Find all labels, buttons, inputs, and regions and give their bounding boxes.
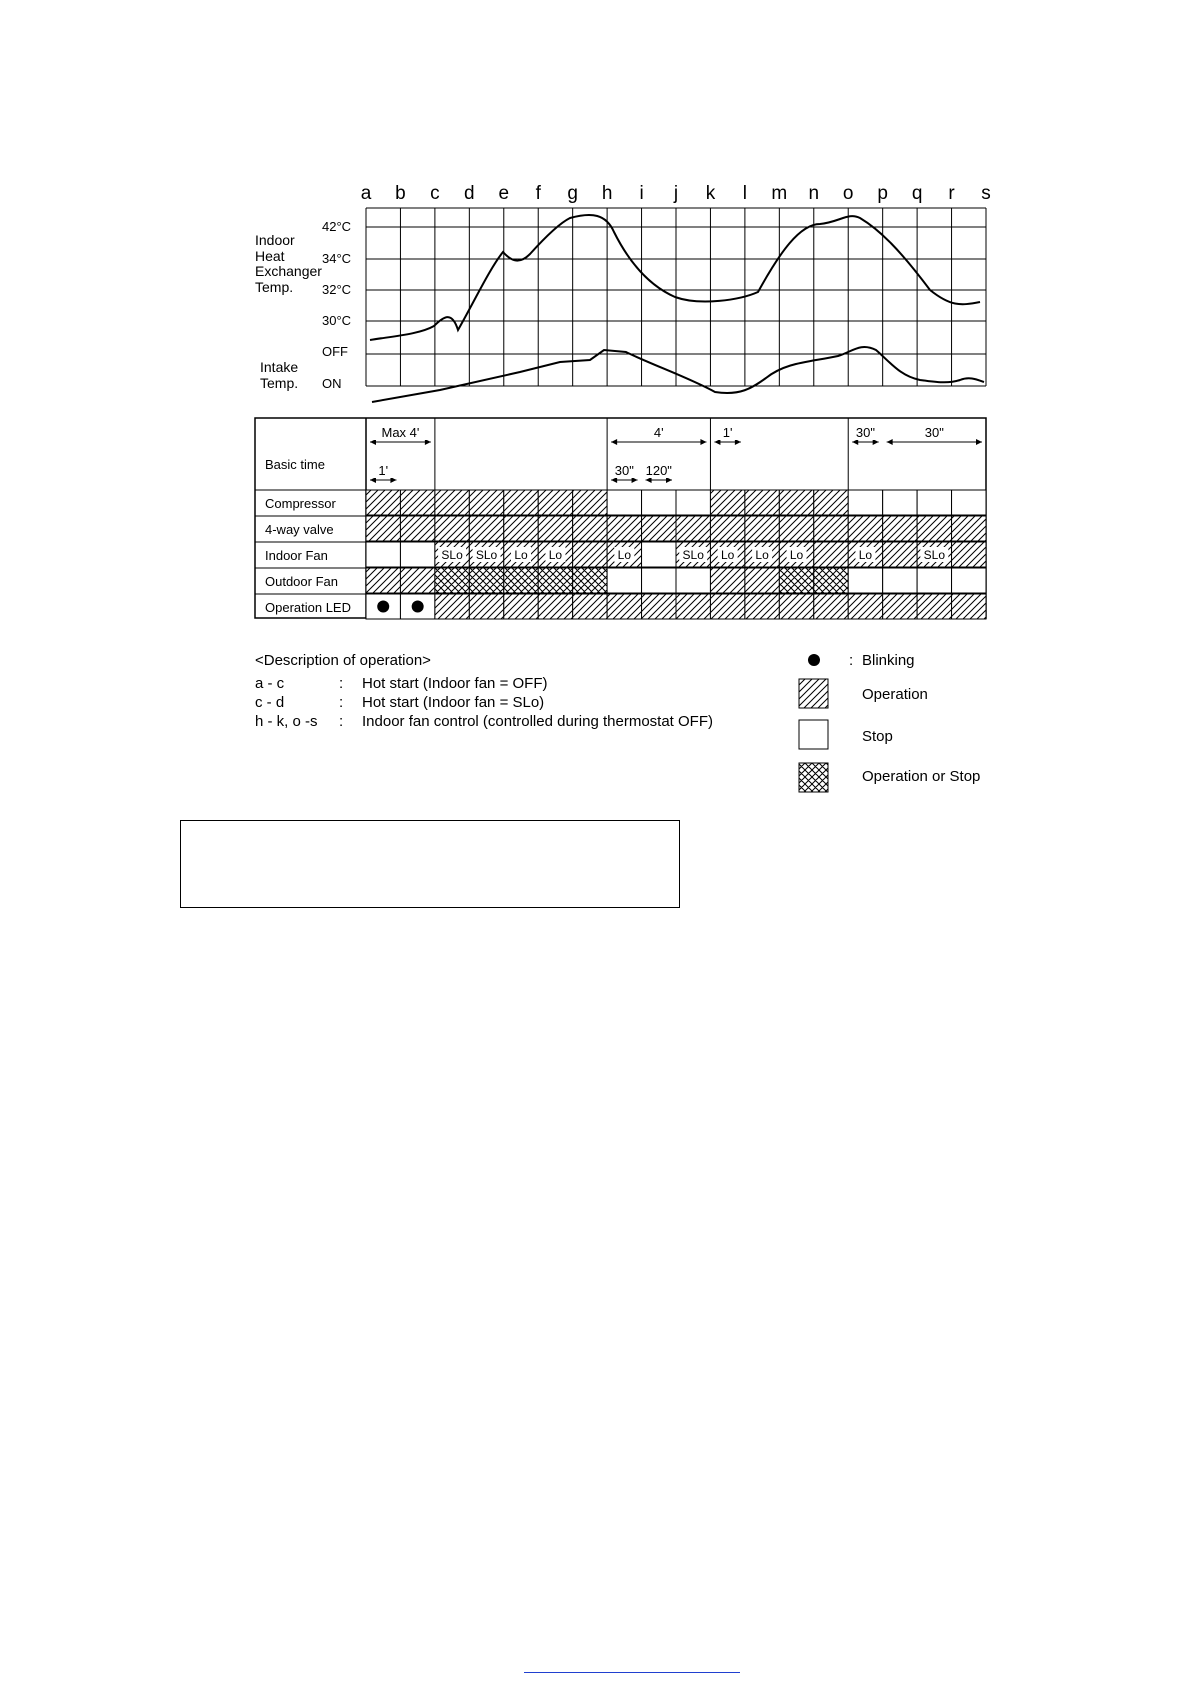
cell-compressor-op bbox=[400, 490, 434, 515]
operation-or-stop-swatch-icon bbox=[799, 763, 828, 792]
column-letter-i: i bbox=[639, 183, 644, 204]
cell-compressor-stop bbox=[917, 490, 951, 515]
cell-operation-led-op bbox=[573, 594, 607, 619]
cell-4-way-valve-op bbox=[538, 516, 572, 541]
column-letters bbox=[361, 183, 991, 204]
description-heading: <Description of operation> bbox=[255, 652, 431, 669]
desc-sep-1: : bbox=[339, 675, 344, 692]
interval-h-i bbox=[609, 463, 639, 483]
indoor-fan-speed-slo: SLo bbox=[682, 548, 704, 562]
column-letter-l: l bbox=[742, 183, 748, 204]
cell-outdoor-fan-stop bbox=[642, 568, 676, 593]
desc-text-2: Hot start (Indoor fan = SLo) bbox=[362, 694, 545, 711]
desc-range-3: h - k, o -s bbox=[255, 713, 318, 730]
cell-compressor-op bbox=[814, 490, 848, 515]
cell-outdoor-fan-op bbox=[745, 568, 779, 593]
cell-outdoor-fan-stop bbox=[917, 568, 951, 593]
cell-operation-led-op bbox=[848, 594, 882, 619]
cell-indoor-fan-stop bbox=[400, 542, 434, 567]
blinking-led-icon bbox=[412, 601, 424, 613]
interval-h-k bbox=[611, 425, 706, 445]
arrow-head-left-icon bbox=[611, 439, 617, 445]
arrow-head-right-icon bbox=[976, 439, 982, 445]
cell-4-way-valve-op bbox=[952, 516, 986, 541]
row-label-compressor: Compressor bbox=[265, 496, 336, 511]
arrow-head-left-icon bbox=[887, 439, 893, 445]
cell-compressor-op bbox=[469, 490, 503, 515]
desc-range-2: c - d bbox=[255, 694, 285, 711]
arrow-head-right-icon bbox=[700, 439, 706, 445]
interval-i-j bbox=[640, 463, 678, 483]
legend-operation-or-stop-label: Operation or Stop bbox=[862, 768, 981, 785]
hx-title-line-1: Indoor bbox=[255, 232, 295, 248]
cell-indoor-fan-stop bbox=[366, 542, 400, 567]
column-letter-s: s bbox=[981, 183, 991, 204]
indoor-fan-speed-lo: Lo bbox=[720, 548, 735, 562]
legend-operation-label: Operation bbox=[862, 686, 928, 703]
hx-title-line-3: Exchanger bbox=[255, 263, 322, 279]
desc-text-3: Indoor fan control (controlled during thermostat OFF) bbox=[362, 713, 713, 730]
footer-link-underline bbox=[524, 1672, 740, 1673]
cell-outdoor-fan-either bbox=[573, 568, 607, 593]
cell-compressor-op bbox=[779, 490, 813, 515]
indoor-fan-speed-lo: Lo bbox=[514, 548, 528, 562]
cell-4-way-valve-op bbox=[400, 516, 434, 541]
column-letter-m: m bbox=[771, 183, 788, 204]
cell-4-way-valve-op bbox=[504, 516, 538, 541]
cell-4-way-valve-op bbox=[883, 516, 917, 541]
cell-indoor-fan-op bbox=[814, 542, 848, 567]
basic-time-intervals bbox=[370, 425, 982, 483]
cell-4-way-valve-op bbox=[917, 516, 951, 541]
operation-swatch-icon bbox=[799, 679, 828, 708]
temperature-curves bbox=[370, 215, 984, 402]
indoor-fan-speed-slo: SLo bbox=[441, 548, 463, 562]
interval-a-b bbox=[370, 463, 396, 483]
cell-compressor-op bbox=[745, 490, 779, 515]
interval-label: 30" bbox=[924, 425, 944, 440]
desc-sep-3: : bbox=[339, 713, 344, 730]
column-letter-d: d bbox=[464, 183, 475, 204]
interval-label: 30" bbox=[855, 425, 875, 440]
indoor-fan-speed-lo: Lo bbox=[755, 548, 769, 562]
cell-4-way-valve-op bbox=[607, 516, 641, 541]
blinking-led-icon bbox=[377, 601, 389, 613]
column-letter-b: b bbox=[395, 183, 406, 204]
cell-outdoor-fan-stop bbox=[676, 568, 710, 593]
interval-label: Max 4' bbox=[381, 425, 420, 440]
cell-operation-led-op bbox=[952, 594, 986, 619]
cell-4-way-valve-op bbox=[710, 516, 744, 541]
cell-outdoor-fan-stop bbox=[848, 568, 882, 593]
cell-compressor-op bbox=[538, 490, 572, 515]
cell-operation-led-op bbox=[814, 594, 848, 619]
indoor-fan-speed-lo: Lo bbox=[789, 548, 804, 562]
tick-off: OFF bbox=[322, 344, 348, 359]
cell-indoor-fan-op bbox=[883, 542, 917, 567]
interval-k-l bbox=[714, 425, 740, 445]
tick-30c: 30°C bbox=[322, 313, 352, 328]
cell-4-way-valve-op bbox=[435, 516, 469, 541]
cell-outdoor-fan-either bbox=[504, 568, 538, 593]
interval-label: 1' bbox=[378, 463, 389, 478]
cell-outdoor-fan-either bbox=[538, 568, 572, 593]
interval-a-c bbox=[370, 425, 431, 445]
cell-outdoor-fan-either bbox=[435, 568, 469, 593]
indoor-fan-speed-lo: Lo bbox=[858, 548, 873, 562]
blinking-dot-icon bbox=[808, 654, 820, 666]
cell-indoor-fan-op bbox=[573, 542, 607, 567]
hx-title-line-2: Heat bbox=[255, 248, 285, 264]
cell-operation-led-op bbox=[917, 594, 951, 619]
cell-operation-led-op bbox=[504, 594, 538, 619]
intake-title-line-1: Intake bbox=[260, 359, 299, 375]
row-label-outdoor-fan: Outdoor Fan bbox=[265, 574, 338, 589]
cell-outdoor-fan-either bbox=[779, 568, 813, 593]
indoor-fan-speed-slo: SLo bbox=[475, 548, 498, 562]
row-label-4-way-valve: 4-way valve bbox=[265, 522, 334, 537]
cell-operation-led-op bbox=[710, 594, 744, 619]
desc-sep-2: : bbox=[339, 694, 344, 711]
cell-outdoor-fan-stop bbox=[952, 568, 986, 593]
cell-compressor-stop bbox=[848, 490, 882, 515]
column-letter-a: a bbox=[360, 183, 372, 204]
cell-4-way-valve-op bbox=[814, 516, 848, 541]
column-letter-e: e bbox=[498, 183, 510, 204]
column-letter-h: h bbox=[601, 183, 613, 204]
cell-4-way-valve-op bbox=[848, 516, 882, 541]
cell-compressor-stop bbox=[607, 490, 641, 515]
intake-ticks bbox=[322, 344, 348, 391]
column-letter-f: f bbox=[535, 183, 541, 204]
empty-note-box bbox=[180, 820, 680, 908]
indoor-fan-speed-lo: Lo bbox=[617, 548, 632, 562]
column-letter-q: q bbox=[911, 183, 923, 204]
desc-range-1: a - c bbox=[255, 675, 285, 692]
cell-compressor-op bbox=[435, 490, 469, 515]
column-letter-j: j bbox=[673, 183, 679, 204]
cell-outdoor-fan-op bbox=[710, 568, 744, 593]
cell-compressor-op bbox=[710, 490, 744, 515]
cell-4-way-valve-op bbox=[779, 516, 813, 541]
tick-32c: 32°C bbox=[322, 282, 352, 297]
column-letter-r: r bbox=[948, 183, 955, 204]
column-letter-p: p bbox=[877, 183, 888, 204]
hx-title-line-4: Temp. bbox=[255, 279, 294, 295]
cell-operation-led-op bbox=[469, 594, 503, 619]
interval-o-p bbox=[850, 425, 880, 445]
indoor-fan-speed-slo: SLo bbox=[923, 548, 946, 562]
cell-compressor-op bbox=[366, 490, 400, 515]
cell-outdoor-fan-stop bbox=[883, 568, 917, 593]
tick-34c: 34°C bbox=[322, 251, 352, 266]
column-letter-g: g bbox=[567, 183, 578, 204]
intake-temp-title bbox=[260, 359, 298, 391]
state-rows bbox=[255, 490, 986, 619]
cell-outdoor-fan-either bbox=[469, 568, 503, 593]
cell-operation-led-op bbox=[642, 594, 676, 619]
tick-on: ON bbox=[322, 376, 342, 391]
cell-operation-led-op bbox=[676, 594, 710, 619]
indoor-fan-speed-lo: Lo bbox=[548, 548, 563, 562]
cell-operation-led-op bbox=[435, 594, 469, 619]
cell-compressor-stop bbox=[676, 490, 710, 515]
cell-outdoor-fan-stop bbox=[607, 568, 641, 593]
cell-outdoor-fan-either bbox=[814, 568, 848, 593]
cell-4-way-valve-op bbox=[642, 516, 676, 541]
cell-4-way-valve-op bbox=[573, 516, 607, 541]
cell-4-way-valve-op bbox=[366, 516, 400, 541]
cell-compressor-op bbox=[504, 490, 538, 515]
interval-p-s bbox=[887, 425, 982, 445]
cell-indoor-fan-op bbox=[952, 542, 986, 567]
column-letter-n: n bbox=[808, 183, 820, 204]
interval-label: 1' bbox=[722, 425, 733, 440]
stop-swatch-icon bbox=[799, 720, 828, 749]
row-label-operation-led: Operation LED bbox=[265, 600, 351, 615]
column-letter-c: c bbox=[430, 183, 440, 204]
cell-compressor-op bbox=[573, 490, 607, 515]
cell-operation-led-op bbox=[538, 594, 572, 619]
row-label-indoor-fan: Indoor Fan bbox=[265, 548, 328, 563]
row-labels bbox=[265, 496, 351, 615]
interval-label: 120" bbox=[645, 463, 672, 478]
desc-text-1: Hot start (Indoor fan = OFF) bbox=[362, 675, 548, 692]
interval-label: 4' bbox=[653, 425, 664, 440]
cell-outdoor-fan-op bbox=[366, 568, 400, 593]
legend-stop-label: Stop bbox=[862, 728, 893, 745]
column-letter-k: k bbox=[705, 183, 716, 204]
cell-4-way-valve-op bbox=[676, 516, 710, 541]
cell-indoor-fan-stop bbox=[642, 542, 676, 567]
cell-operation-led-op bbox=[607, 594, 641, 619]
cell-operation-led-op bbox=[883, 594, 917, 619]
cell-operation-led-op bbox=[745, 594, 779, 619]
intake-title-line-2: Temp. bbox=[260, 375, 299, 391]
legend-blinking-label: Blinking bbox=[862, 652, 915, 669]
tick-42c: 42°C bbox=[322, 219, 352, 234]
intake-temp-curve bbox=[372, 347, 984, 402]
basic-time-label: Basic time bbox=[265, 457, 325, 472]
hx-temp-ticks bbox=[322, 219, 351, 328]
cell-compressor-stop bbox=[642, 490, 676, 515]
cell-compressor-stop bbox=[883, 490, 917, 515]
column-letter-o: o bbox=[842, 183, 854, 204]
cell-outdoor-fan-op bbox=[400, 568, 434, 593]
cell-operation-led-op bbox=[779, 594, 813, 619]
interval-label: 30" bbox=[614, 463, 634, 478]
cell-4-way-valve-op bbox=[469, 516, 503, 541]
cell-4-way-valve-op bbox=[745, 516, 779, 541]
heat-exchanger-temp-title bbox=[255, 232, 322, 295]
cell-compressor-stop bbox=[952, 490, 986, 515]
legend-blinking-sep: : bbox=[849, 652, 854, 669]
